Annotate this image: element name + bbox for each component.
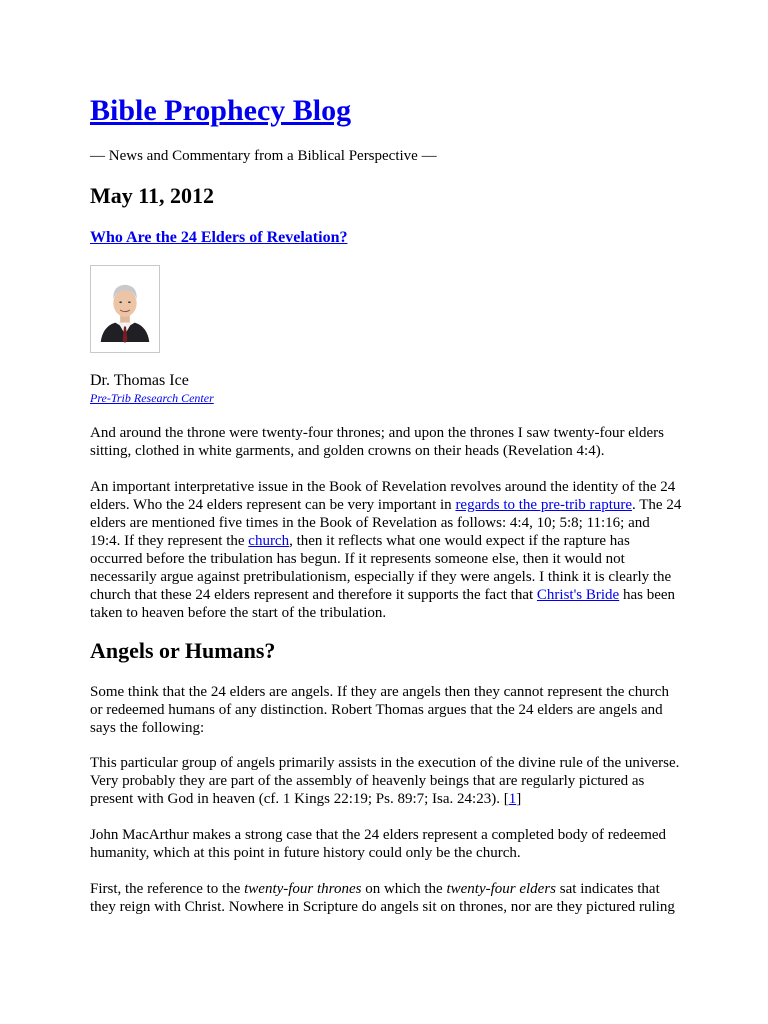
intro-text: has been taken to heaven before the start of the tribulation. (90, 587, 676, 621)
angels-view-paragraph: Some think that the 24 elders are angels. If they are angels then they cannot represent the church or redeemed humans of any distinction. Robert Thomas argues that the 24 elders are angels and says the following: (90, 684, 669, 736)
christs-bride-link[interactable]: Christ's Bride (536, 587, 620, 603)
blog-tagline: — News and Commentary from a Biblical Perspective — (90, 148, 437, 164)
author-name: Dr. Thomas Ice (90, 372, 189, 389)
scripture-quote-paragraph: And around the throne were twenty-four thrones; and upon the thrones I saw twenty-four elders sitting, clothed in white garments, and golden crowns on their heads (Revelation 4:4). (90, 425, 664, 459)
first-reason-text: on which the (361, 881, 447, 897)
emphasis-elders: twenty-four elders (446, 881, 557, 897)
intro-text: An important interpretative issue in the Book of Revelation revolves around the identity of the 24 elders. Who the 24 elders represent can be very important in (90, 479, 676, 513)
section-heading: Angels or Humans? (90, 638, 276, 663)
first-reason-text: sat indicates that they reign with Christ. Nowhere in Scripture do angels sit on thrones, nor are they pictured ruling (90, 881, 675, 915)
emphasis-thrones: twenty-four thrones (244, 881, 362, 897)
macarthur-paragraph: John MacArthur makes a strong case that the 24 elders represent a completed body of redeemed humanity, which at this point in future history could only be the church. (90, 827, 667, 861)
intro-paragraph (90, 478, 682, 622)
author-organization-link[interactable]: Pre-Trib Research Center (90, 391, 214, 405)
first-reason-paragraph (90, 880, 682, 916)
thomas-quote-close: ] (516, 791, 522, 807)
post-title (90, 227, 347, 249)
post-date: May 11, 2012 (90, 183, 215, 208)
intro-text: , then it reflects what one would expect if the rapture has occurred before the tribulation has begun. If it represents someone else, then it would not necessarily argue against pretribulationism, especially if they were angels. I think it is clearly the church that these 24 elders represent and therefore it supports the fact that (90, 533, 672, 603)
author-organization (90, 390, 214, 406)
blog-title (90, 93, 351, 129)
first-reason-text: First, the reference to the (90, 881, 245, 897)
author-portrait-image (91, 266, 159, 352)
pre-trib-rapture-link[interactable]: regards to the pre-trib rapture (455, 497, 633, 513)
thomas-quote-text: This particular group of angels primarily assists in the execution of the divine rule of the universe. Very probably they are part of the assembly of heavenly beings that are regularly pictured as present with God in heaven (cf. 1 Kings 22:19; Ps. 89:7; Isa. 24:23). [ (90, 755, 680, 807)
intro-text: . The 24 elders are mentioned five times in the Book of Revelation as follows: 4:4, 10; 5:8; 11:16; and 19:4. If they represent the (90, 497, 682, 549)
thomas-quote-paragraph (90, 754, 682, 808)
blog-title-link[interactable]: Bible Prophecy Blog (90, 94, 352, 127)
author-photo (90, 265, 160, 353)
footnote-link[interactable]: 1 (508, 791, 517, 807)
post-title-link[interactable]: Who Are the 24 Elders of Revelation? (90, 229, 348, 246)
church-link[interactable]: church (248, 533, 290, 549)
